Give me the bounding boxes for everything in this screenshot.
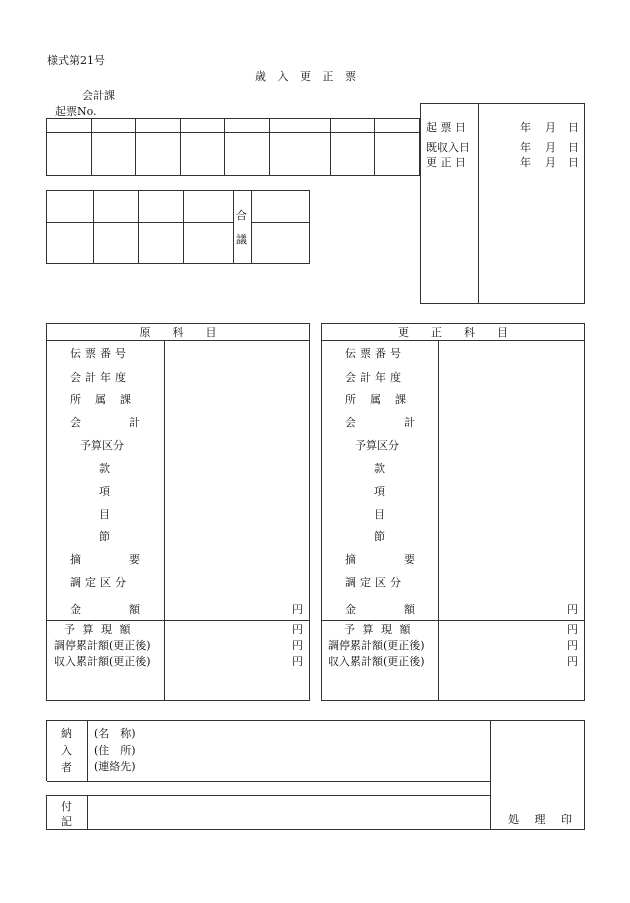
gap-mask-left [46, 781, 47, 795]
date-day: 日 [568, 121, 579, 134]
slip-cell[interactable] [375, 133, 420, 176]
summary-unit: 円 [292, 655, 303, 668]
slip-cell[interactable] [91, 133, 136, 176]
date-label: 起 票 日 [426, 121, 466, 134]
approval-col-line [93, 190, 94, 264]
panel-summary-line [321, 620, 585, 621]
payer-contact-label: (連絡先) [94, 760, 136, 773]
amount-unit: 円 [567, 603, 578, 616]
slip-cell[interactable] [91, 119, 136, 133]
slip-cell[interactable] [180, 133, 225, 176]
slip-no-label: 起票No. [55, 105, 97, 118]
field-label: 会計 [345, 416, 463, 429]
field-label: 節 [374, 530, 385, 543]
field-label: 会計年度 [70, 371, 130, 384]
dates-divider [478, 103, 479, 304]
payer-name-label: (名 称) [94, 727, 136, 740]
date-day: 日 [568, 156, 579, 169]
slip-cell[interactable] [136, 133, 181, 176]
approval-col-line [183, 190, 184, 264]
slip-cell[interactable] [269, 133, 330, 176]
field-label: 調定区分 [345, 576, 405, 589]
panel-header-line [46, 340, 310, 341]
field-label: 目 [99, 508, 110, 521]
label-divider [87, 720, 88, 830]
approval-label-bottom: 議 [236, 233, 247, 246]
panel-col-line [164, 340, 165, 701]
summary-label: 調停累計額(更正後) [328, 639, 425, 652]
note-top-line [46, 795, 490, 796]
panel-header-line [321, 340, 585, 341]
gap-mask [46, 782, 490, 795]
field-label: 伝票番号 [345, 347, 405, 360]
field-label: 所属課 [345, 393, 420, 406]
summary-unit: 円 [567, 639, 578, 652]
field-label: 調定区分 [70, 576, 130, 589]
field-label: 項 [374, 485, 385, 498]
corrected-header: 更 正 科 目 [398, 326, 508, 339]
field-label: 金額 [345, 603, 463, 616]
slip-cell[interactable] [330, 119, 375, 133]
date-year: 年 [520, 141, 531, 154]
field-label: 節 [99, 530, 110, 543]
payer-address-label: (住 所) [94, 744, 136, 757]
field-label: 伝票番号 [70, 347, 130, 360]
date-label: 更 正 日 [426, 156, 466, 169]
field-label: 予算区分 [355, 439, 399, 452]
approval-col-line [233, 190, 234, 264]
field-label: 会計年度 [345, 371, 405, 384]
approval-grid [46, 190, 310, 264]
slip-cell[interactable] [225, 119, 270, 133]
field-label: 目 [374, 508, 385, 521]
note-label: 記 [61, 815, 72, 828]
date-label: 既収入日 [426, 141, 470, 154]
slip-cell[interactable] [269, 119, 330, 133]
field-label: 所属課 [70, 393, 145, 406]
panel-col-line [438, 340, 439, 701]
panel-summary-line [46, 620, 310, 621]
summary-unit: 円 [292, 623, 303, 636]
summary-unit: 円 [567, 623, 578, 636]
approval-row-line [46, 222, 234, 223]
slip-cell[interactable] [225, 133, 270, 176]
field-label: 項 [99, 485, 110, 498]
stamp-divider [490, 720, 491, 830]
date-year: 年 [520, 156, 531, 169]
date-month: 月 [545, 156, 556, 169]
approval-col-line [251, 190, 252, 264]
slip-cell[interactable] [47, 119, 92, 133]
summary-unit: 円 [567, 655, 578, 668]
original-header: 原 科 目 [139, 326, 217, 339]
stamp-label: 処 理 印 [508, 813, 578, 826]
field-label: 摘要 [70, 553, 188, 566]
approval-col-line [138, 190, 139, 264]
field-label: 予算区分 [80, 439, 124, 452]
page-title: 歳 入 更 正 票 [255, 70, 360, 83]
payer-label: 入 [61, 744, 72, 757]
form-number: 様式第21号 [47, 54, 105, 67]
payer-label: 者 [61, 761, 72, 774]
field-label: 金額 [70, 603, 188, 616]
field-label: 会計 [70, 416, 188, 429]
slip-cell[interactable] [47, 133, 92, 176]
slip-number-grid [46, 118, 420, 176]
slip-cell[interactable] [180, 119, 225, 133]
field-label: 款 [99, 462, 110, 475]
note-label: 付 [61, 800, 72, 813]
summary-unit: 円 [292, 639, 303, 652]
summary-label: 予 算 現 額 [344, 623, 413, 636]
slip-cell[interactable] [136, 119, 181, 133]
date-day: 日 [568, 141, 579, 154]
summary-label: 収入累計額(更正後) [54, 655, 151, 668]
date-month: 月 [545, 141, 556, 154]
summary-label: 調停累計額(更正後) [54, 639, 151, 652]
slip-cell[interactable] [375, 119, 420, 133]
payer-label: 納 [61, 727, 72, 740]
approval-label-top: 合 [236, 209, 247, 222]
approval-row-line [251, 222, 310, 223]
summary-label: 予 算 現 額 [64, 623, 133, 636]
date-month: 月 [545, 121, 556, 134]
field-label: 摘要 [345, 553, 463, 566]
amount-unit: 円 [292, 603, 303, 616]
slip-cell[interactable] [330, 133, 375, 176]
field-label: 款 [374, 462, 385, 475]
department-label: 会計課 [82, 89, 115, 102]
summary-label: 収入累計額(更正後) [328, 655, 425, 668]
date-year: 年 [520, 121, 531, 134]
